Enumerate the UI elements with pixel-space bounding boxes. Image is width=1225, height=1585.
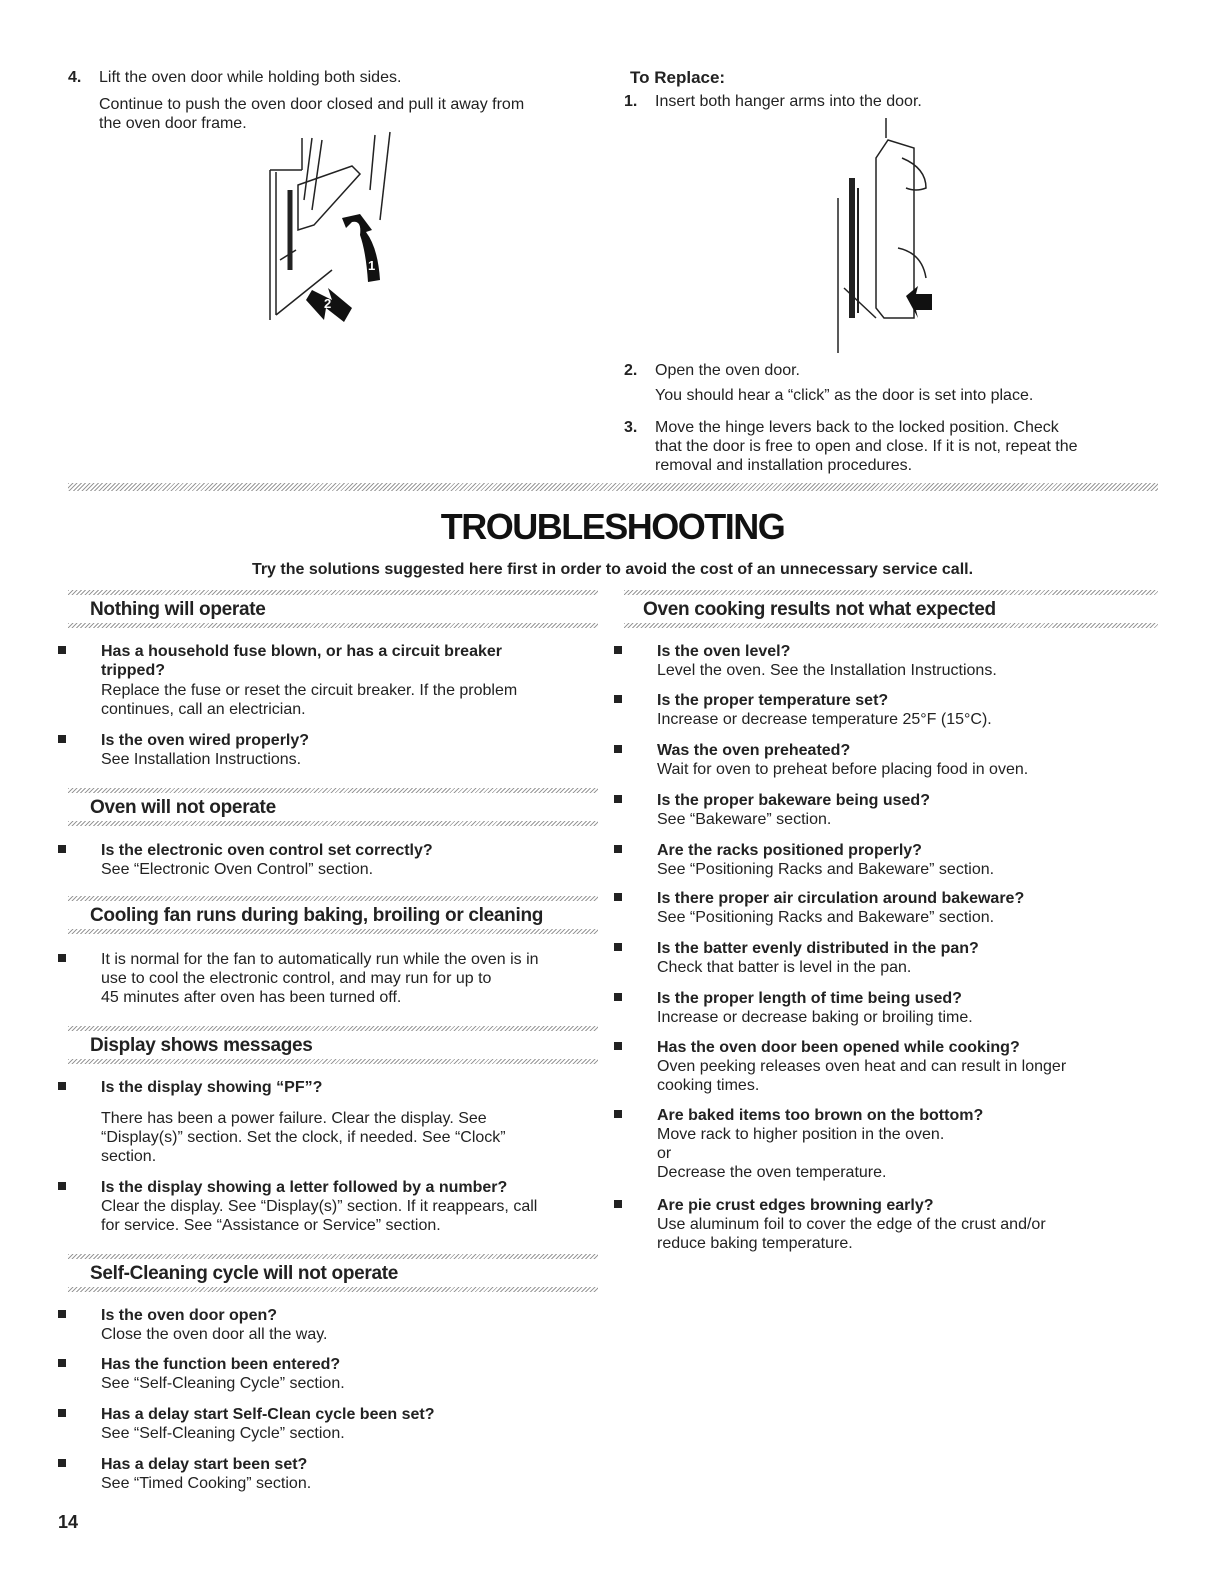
- replace-step-3: [624, 418, 1184, 438]
- answer: Clear the display. See “Display(s)” section. If it reappears, call: [101, 1198, 538, 1215]
- list-item: [614, 642, 1174, 681]
- answer: See “Electronic Oven Control” section.: [101, 861, 374, 878]
- heading-rule-bottom: [624, 623, 1158, 628]
- answer: reduce baking temperature.: [657, 1235, 853, 1252]
- answer: Close the oven door all the way.: [101, 1326, 328, 1343]
- answer: See Installation Instructions.: [101, 751, 302, 768]
- answer-cont: “Display(s)” section. Set the clock, if needed. See “Clock”: [101, 1129, 506, 1146]
- heading-rule-bottom: [68, 821, 598, 826]
- bullet-icon: [58, 735, 66, 743]
- page-title: TROUBLESHOOTING: [440, 506, 785, 547]
- section-heading-self-cleaning: Self-Cleaning cycle will not operate: [90, 1263, 399, 1284]
- answer: Wait for oven to preheat before placing food in oven.: [657, 761, 1029, 778]
- step-4-detail-line-1: Continue to push the oven door closed and pull it away from: [99, 96, 525, 113]
- answer: Move rack to higher position in the oven.: [657, 1126, 945, 1143]
- list-item: [614, 1106, 1174, 1183]
- heading-rule-top: [68, 896, 598, 901]
- step-number: 1.: [624, 93, 638, 110]
- list-item: [58, 1306, 598, 1346]
- answer-cont: for service. See “Assistance or Service” section.: [101, 1217, 441, 1234]
- bullet-icon: [58, 646, 66, 654]
- list-item: [58, 1355, 598, 1395]
- list-item: [614, 791, 1174, 830]
- bullet-icon: [58, 845, 66, 853]
- arrow-1-label: 1: [368, 258, 376, 273]
- question: Is there proper air circulation around bakeware?: [657, 890, 1025, 907]
- question: Is the electronic oven control set correctly?: [101, 842, 433, 859]
- list-item: [614, 1196, 1174, 1254]
- section-heading-cooking-results: Oven cooking results not what expected: [643, 599, 996, 620]
- section-heading-cooling-fan: Cooling fan runs during baking, broiling or cleaning: [90, 905, 544, 926]
- answer-cont: section.: [101, 1148, 157, 1165]
- question: Is the oven door open?: [101, 1307, 278, 1324]
- text-line: use to cool the electronic control, and may run for up to: [101, 970, 492, 987]
- replace-step-2: [624, 361, 1184, 381]
- heading-rule-bottom: [68, 623, 598, 628]
- bullet-icon: [614, 1200, 622, 1208]
- list-item: [58, 1405, 598, 1445]
- question: Is the proper length of time being used?: [657, 990, 962, 1007]
- answer-cont: continues, call an electrician.: [101, 701, 306, 718]
- question: Was the oven preheated?: [657, 742, 851, 759]
- page-number: 14: [58, 1512, 79, 1532]
- step-text: Open the oven door.: [655, 362, 800, 379]
- answer: There has been a power failure. Clear the display. See: [101, 1110, 487, 1127]
- answer: Level the oven. See the Installation Instructions.: [657, 662, 997, 679]
- bullet-icon: [614, 795, 622, 803]
- question: Is the proper temperature set?: [657, 692, 889, 709]
- answer: See “Bakeware” section.: [657, 811, 832, 828]
- answer: See “Timed Cooking” section.: [101, 1475, 312, 1492]
- bullet-icon: [614, 745, 622, 753]
- bullet-icon: [614, 646, 622, 654]
- step-number: 4.: [68, 69, 82, 86]
- bullet-icon: [58, 954, 66, 962]
- section-divider: [68, 483, 1158, 491]
- bullet-icon: [58, 1310, 66, 1318]
- door-install-illustration: [836, 118, 946, 358]
- question: Are baked items too brown on the bottom?: [657, 1107, 984, 1124]
- answer: cooking times.: [657, 1077, 760, 1094]
- step-4: [68, 68, 608, 88]
- bullet-icon: [58, 1409, 66, 1417]
- list-item: [58, 1178, 598, 1238]
- heading-rule-top: [624, 590, 1158, 595]
- bullet-icon: [58, 1459, 66, 1467]
- heading-rule-top: [68, 1254, 598, 1259]
- section-heading-nothing-will-operate: Nothing will operate: [90, 599, 266, 620]
- question: Is the display showing “PF”?: [101, 1079, 323, 1096]
- list-item: [58, 1455, 598, 1495]
- replace-step-1: [624, 92, 1184, 112]
- bullet-icon: [614, 1042, 622, 1050]
- page-subtitle: Try the solutions suggested here first in order to avoid the cost of an unnecessary service call.: [251, 561, 974, 578]
- answer: See “Positioning Racks and Bakeware” section.: [657, 861, 995, 878]
- question: Has the function been entered?: [101, 1356, 341, 1373]
- question: Is the oven level?: [657, 643, 791, 660]
- answer: Increase or decrease temperature 25°F (15°C).: [657, 711, 992, 728]
- answer: Replace the fuse or reset the circuit breaker. If the problem: [101, 682, 518, 699]
- question-cont: tripped?: [101, 662, 165, 679]
- heading-rule-top: [68, 788, 598, 793]
- list-item: [614, 691, 1174, 730]
- answer: Increase or decrease baking or broiling time.: [657, 1009, 973, 1026]
- list-item: [614, 889, 1174, 928]
- answer: or: [657, 1145, 672, 1162]
- heading-rule-bottom: [68, 929, 598, 934]
- answer: Oven peeking releases oven heat and can result in longer: [657, 1058, 1067, 1075]
- replace-step-2-detail: You should hear a “click” as the door is set into place.: [655, 387, 1034, 404]
- bullet-icon: [614, 893, 622, 901]
- bullet-icon: [614, 695, 622, 703]
- step-text: Lift the oven door while holding both sides.: [99, 69, 402, 86]
- step-number: 3.: [624, 419, 638, 436]
- question: Is the display showing a letter followed by a number?: [101, 1179, 508, 1196]
- text-line: 45 minutes after oven has been turned off.: [101, 989, 402, 1006]
- list-item: [58, 1078, 598, 1165]
- bullet-icon: [614, 993, 622, 1001]
- question: Are pie crust edges browning early?: [657, 1197, 934, 1214]
- bullet-icon: [58, 1082, 66, 1090]
- text-line: It is normal for the fan to automatically run while the oven is in: [101, 951, 539, 968]
- question: Has the oven door been opened while cooking?: [657, 1039, 1020, 1056]
- list-item: [614, 841, 1174, 880]
- arrow-2-label: 2: [324, 296, 332, 311]
- question: Is the batter evenly distributed in the pan?: [657, 940, 979, 957]
- question: Has a household fuse blown, or has a circuit breaker: [101, 643, 502, 660]
- list-item: [58, 731, 598, 771]
- list-item: [58, 950, 598, 1010]
- door-removal-illustration: [262, 130, 412, 330]
- to-replace-title: To Replace:: [630, 68, 726, 87]
- answer: See “Self-Cleaning Cycle” section.: [101, 1375, 345, 1392]
- list-item: [614, 741, 1174, 780]
- replace-step-3-line-3: removal and installation procedures.: [655, 457, 913, 474]
- question: Has a delay start been set?: [101, 1456, 308, 1473]
- section-heading-oven-will-not-operate: Oven will not operate: [90, 797, 276, 818]
- step-number: 2.: [624, 362, 638, 379]
- answer: See “Positioning Racks and Bakeware” section.: [657, 909, 995, 926]
- list-item: [614, 989, 1174, 1028]
- list-item: [58, 642, 598, 722]
- step-text: Move the hinge levers back to the locked position. Check: [655, 419, 1059, 436]
- heading-rule-top: [68, 1026, 598, 1031]
- replace-step-3-line-2: that the door is free to open and close. If it is not, repeat the: [655, 438, 1078, 455]
- answer: Decrease the oven temperature.: [657, 1164, 887, 1181]
- step-4-detail-line-2: the oven door frame.: [99, 115, 247, 132]
- question: Is the oven wired properly?: [101, 732, 310, 749]
- heading-rule-top: [68, 590, 598, 595]
- bullet-icon: [614, 943, 622, 951]
- bullet-icon: [614, 1110, 622, 1118]
- question: Is the proper bakeware being used?: [657, 792, 930, 809]
- heading-rule-bottom: [68, 1059, 598, 1064]
- bullet-icon: [58, 1182, 66, 1190]
- section-heading-display-messages: Display shows messages: [90, 1035, 313, 1056]
- list-item: [614, 1038, 1174, 1096]
- step-text: Insert both hanger arms into the door.: [655, 93, 922, 110]
- question: Are the racks positioned properly?: [657, 842, 922, 859]
- answer: See “Self-Cleaning Cycle” section.: [101, 1425, 345, 1442]
- bullet-icon: [614, 845, 622, 853]
- question: Has a delay start Self-Clean cycle been set?: [101, 1406, 435, 1423]
- list-item: [614, 939, 1174, 978]
- answer: Use aluminum foil to cover the edge of the crust and/or: [657, 1216, 1046, 1233]
- list-item: [58, 841, 598, 881]
- bullet-icon: [58, 1359, 66, 1367]
- answer: Check that batter is level in the pan.: [657, 959, 912, 976]
- heading-rule-bottom: [68, 1287, 598, 1292]
